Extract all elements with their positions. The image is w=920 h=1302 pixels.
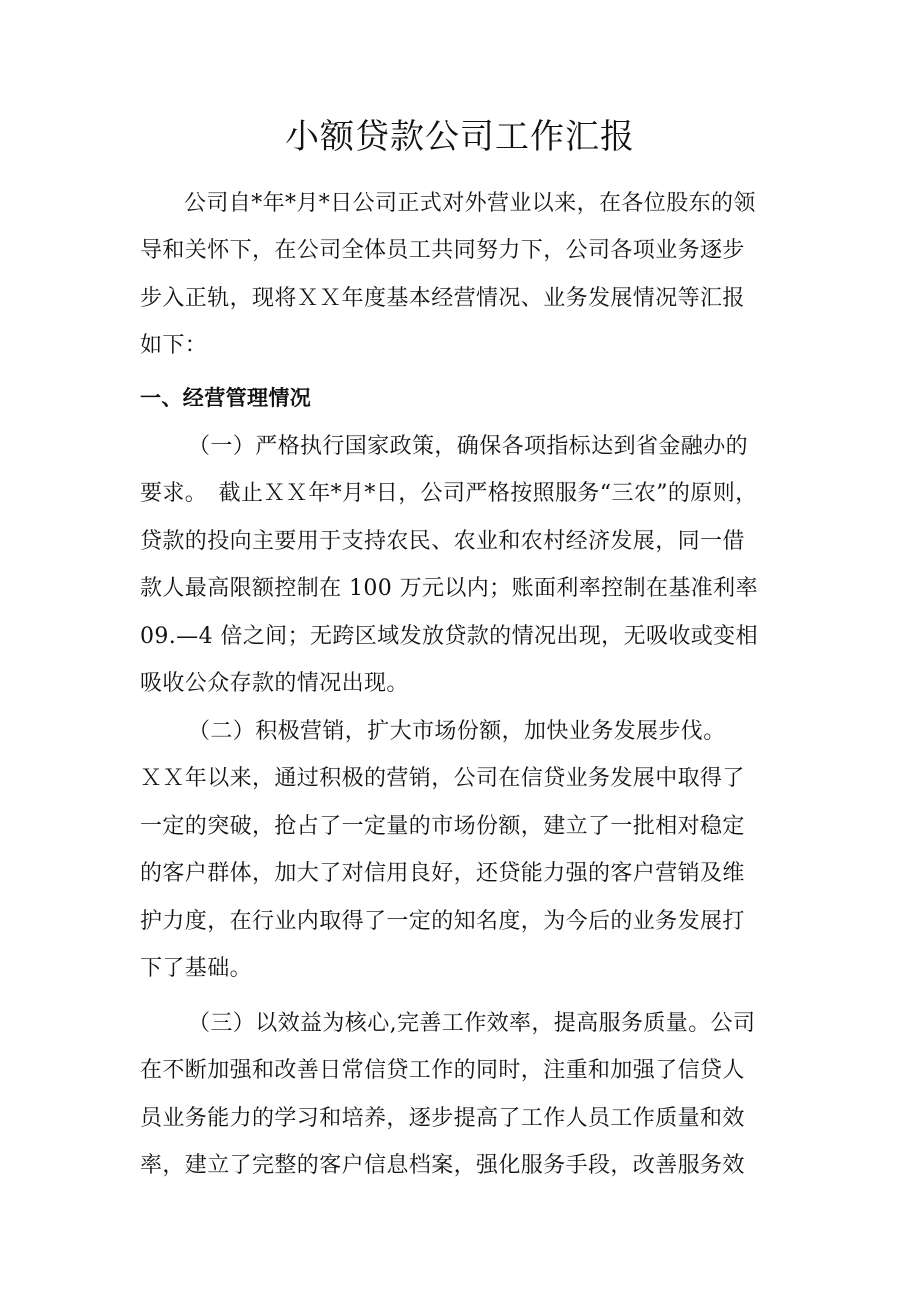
subsection-3 [140,1000,770,1190]
text-line: 如下： [140,333,208,359]
section1-heading: 一、经营管理情况 [140,386,312,410]
text-line: 员业务能力的学习和培养，逐步提高了工作人员工作质量和效 [140,1105,745,1131]
text-line: 公司自*年*月*日公司正式对外营业以来，在各位股东的领 [184,191,756,216]
text-line: 护力度，在行业内取得了一定的知名度，为今后的业务发展打 [140,908,745,934]
text-line: 步入正轨，现将ＸＸ年度基本经营情况、业务发展情况等汇报 [140,285,745,311]
text-line: 一定的突破，抢占了一定量的市场份额，建立了一批相对稳定 [140,813,745,839]
text-line: （三）以效益为核心,完善工作效率，提高服务质量。公司 [188,1011,756,1036]
text-line: 吸收公众存款的情况出现。 [140,670,409,696]
text-line: 在不断加强和改善日常信贷工作的同时，注重和加强了信贷人 [140,1058,745,1084]
intro-paragraph [140,180,770,370]
text-line: 导和关怀下，在公司全体员工共同努力下，公司各项业务逐步 [140,238,745,264]
text-line: （二）积极营销，扩大市场份额，加快业务发展步伐。 [188,719,726,744]
subsection-1 [140,423,770,707]
text-line: 率，建立了完整的客户信息档案，强化服务手段，改善服务效 [140,1153,745,1179]
subsection-2 [140,708,770,992]
text-line: 要求。 截止ＸＸ年*月*日，公司严格按照服务“三农”的原则， [140,481,758,507]
text-line: ＸＸ年以来，通过积极的营销，公司在信贷业务发展中取得了 [140,766,745,792]
text-line: 下了基础。 [140,955,253,981]
text-line: 09.—4 倍之间；无跨区域发放贷款的情况出现，无吸收或变相 [140,623,758,649]
text-line: 款人最高限额控制在 100 万元以内；账面利率控制在基准利率 [140,576,758,602]
text-line: （一）严格执行国家政策，确保各项指标达到省金融办的 [188,434,749,459]
section-heading [140,375,770,422]
text-line: 的客户群体，加大了对信用良好，还贷能力强的客户营销及维 [140,861,745,887]
document-title: 小额贷款公司工作汇报 [285,117,635,157]
text-line: 贷款的投向主要用于支持农民、农业和农村经济发展，同一借 [140,528,745,554]
